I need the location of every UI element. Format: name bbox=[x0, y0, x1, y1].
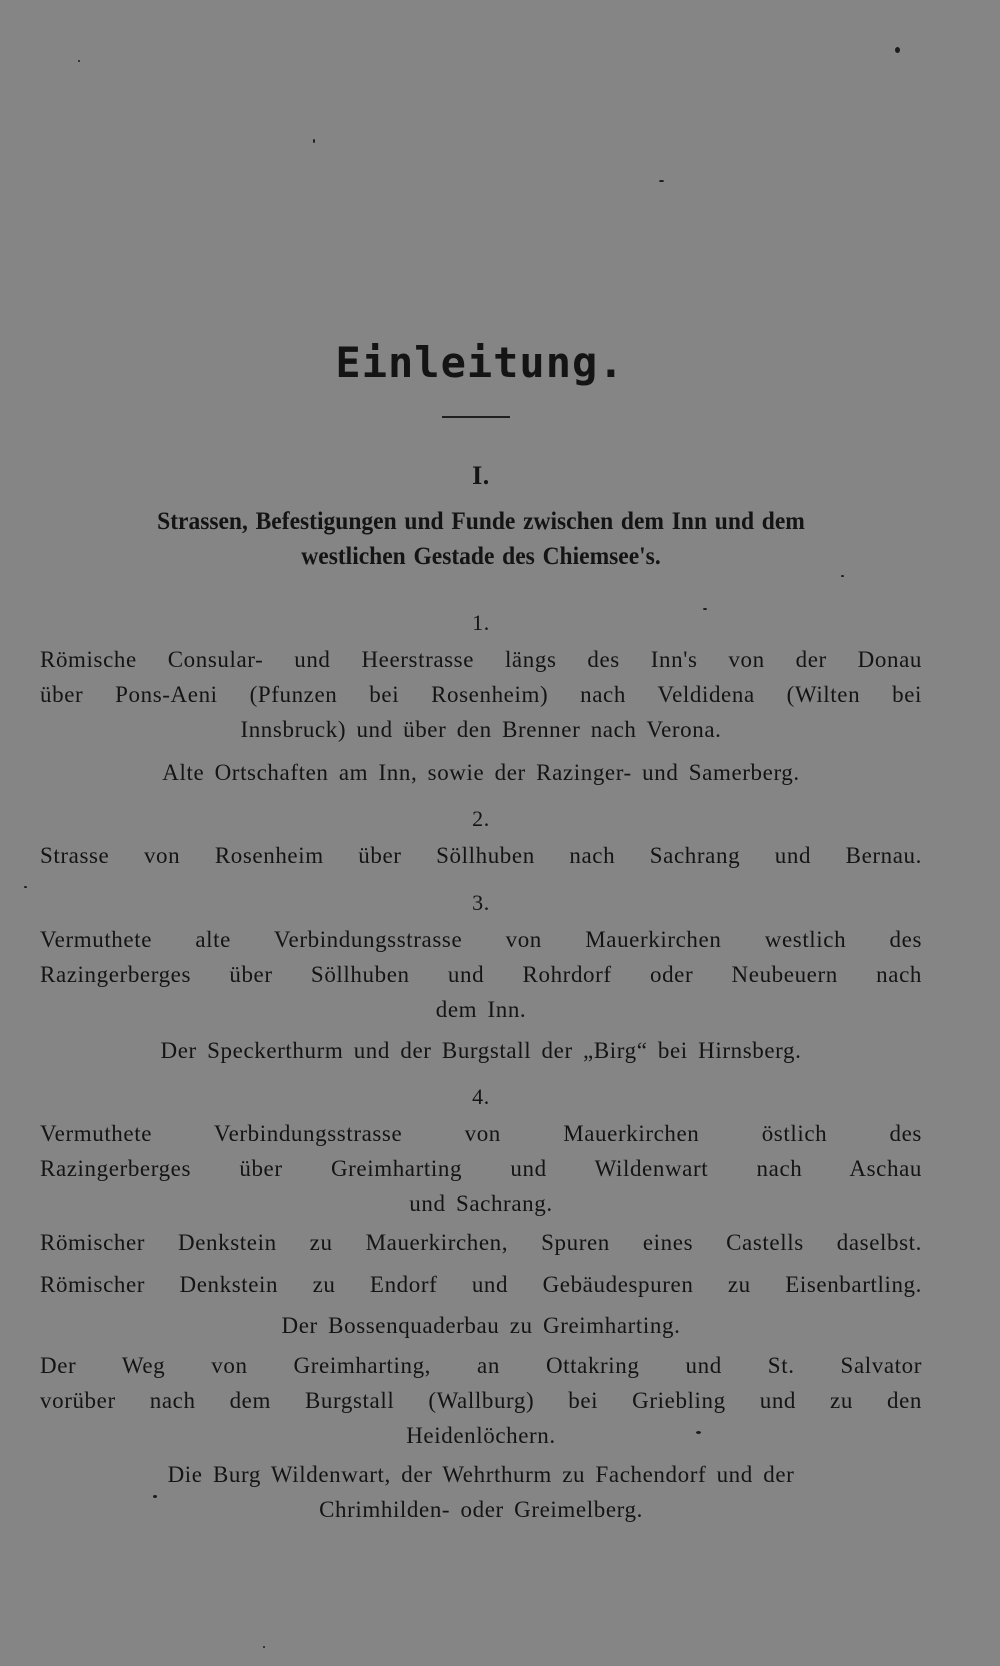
subsection-4-line-8: vorüber nach dem Burgstall (Wallburg) bei Griebling und zu den bbox=[40, 1388, 922, 1413]
subsection-number-1: 1. bbox=[472, 610, 490, 635]
subsection-4-line-2: Razingerberges über Greimharting und Wildenwart nach Aschau bbox=[40, 1156, 922, 1181]
subsection-4-line-9: Heidenlöchern. bbox=[406, 1423, 556, 1448]
subsection-1-line-2: über Pons-Aeni (Pfunzen bei Rosenheim) nach Veldidena (Wilten bei bbox=[40, 682, 922, 707]
subsection-3-line-4: Der Speckerthurm und der Burgstall der „Birg“ bei Hirnsberg. bbox=[160, 1038, 802, 1063]
section-title-line-1: Strassen, Befestigungen und Funde zwischen dem Inn und dem bbox=[157, 508, 805, 535]
title-rule bbox=[442, 416, 510, 418]
subsection-1-line-4: Alte Ortschaften am Inn, sowie der Razinger- und Samerberg. bbox=[162, 760, 800, 785]
subsection-number-2: 2. bbox=[472, 806, 490, 831]
subsection-number-3: 3. bbox=[472, 890, 490, 915]
scan-speck bbox=[24, 886, 27, 888]
scan-speck bbox=[841, 575, 844, 577]
scan-speck bbox=[659, 180, 664, 182]
subsection-4-line-3: und Sachrang. bbox=[409, 1191, 553, 1216]
subsection-number-4: 4. bbox=[472, 1084, 490, 1109]
scan-speck bbox=[263, 1646, 265, 1648]
scan-speck bbox=[895, 47, 900, 53]
subsection-4-line-7: Der Weg von Greimharting, an Ottakring und St. Salvator bbox=[40, 1353, 922, 1378]
scan-speck bbox=[153, 1495, 157, 1498]
subsection-2-line-1: Strasse von Rosenheim über Söllhuben nach Sachrang und Bernau. bbox=[40, 843, 922, 868]
subsection-4-line-4: Römischer Denkstein zu Mauerkirchen, Spuren eines Castells daselbst. bbox=[40, 1230, 922, 1255]
subsection-1-line-3: Innsbruck) und über den Brenner nach Verona. bbox=[240, 717, 722, 742]
scan-speck bbox=[78, 60, 80, 62]
section-title-line-2: westlichen Gestade des Chiemsee's. bbox=[301, 543, 661, 570]
scan-speck bbox=[696, 1431, 701, 1434]
scan-speck bbox=[703, 608, 707, 610]
page-title: Einleitung. bbox=[335, 338, 625, 387]
subsection-4-line-5: Römischer Denkstein zu Endorf und Gebäudespuren zu Eisenbartling. bbox=[40, 1272, 922, 1297]
subsection-4-line-11: Chrimhilden- oder Greimelberg. bbox=[319, 1497, 643, 1522]
subsection-4-line-10: Die Burg Wildenwart, der Wehrthurm zu Fachendorf und der bbox=[167, 1462, 795, 1487]
subsection-1-line-1: Römische Consular- und Heerstrasse längs des Inn's von der Donau bbox=[40, 647, 922, 672]
scan-speck bbox=[313, 139, 315, 143]
section-number: I. bbox=[472, 461, 490, 490]
subsection-3-line-1: Vermuthete alte Verbindungsstrasse von Mauerkirchen westlich des bbox=[40, 927, 922, 952]
subsection-4-line-6: Der Bossenquaderbau zu Greimharting. bbox=[281, 1313, 681, 1338]
subsection-4-line-1: Vermuthete Verbindungsstrasse von Mauerkirchen östlich des bbox=[40, 1121, 922, 1146]
subsection-3-line-2: Razingerberges über Söllhuben und Rohrdorf oder Neubeuern nach bbox=[40, 962, 922, 987]
subsection-3-line-3: dem Inn. bbox=[435, 997, 527, 1022]
